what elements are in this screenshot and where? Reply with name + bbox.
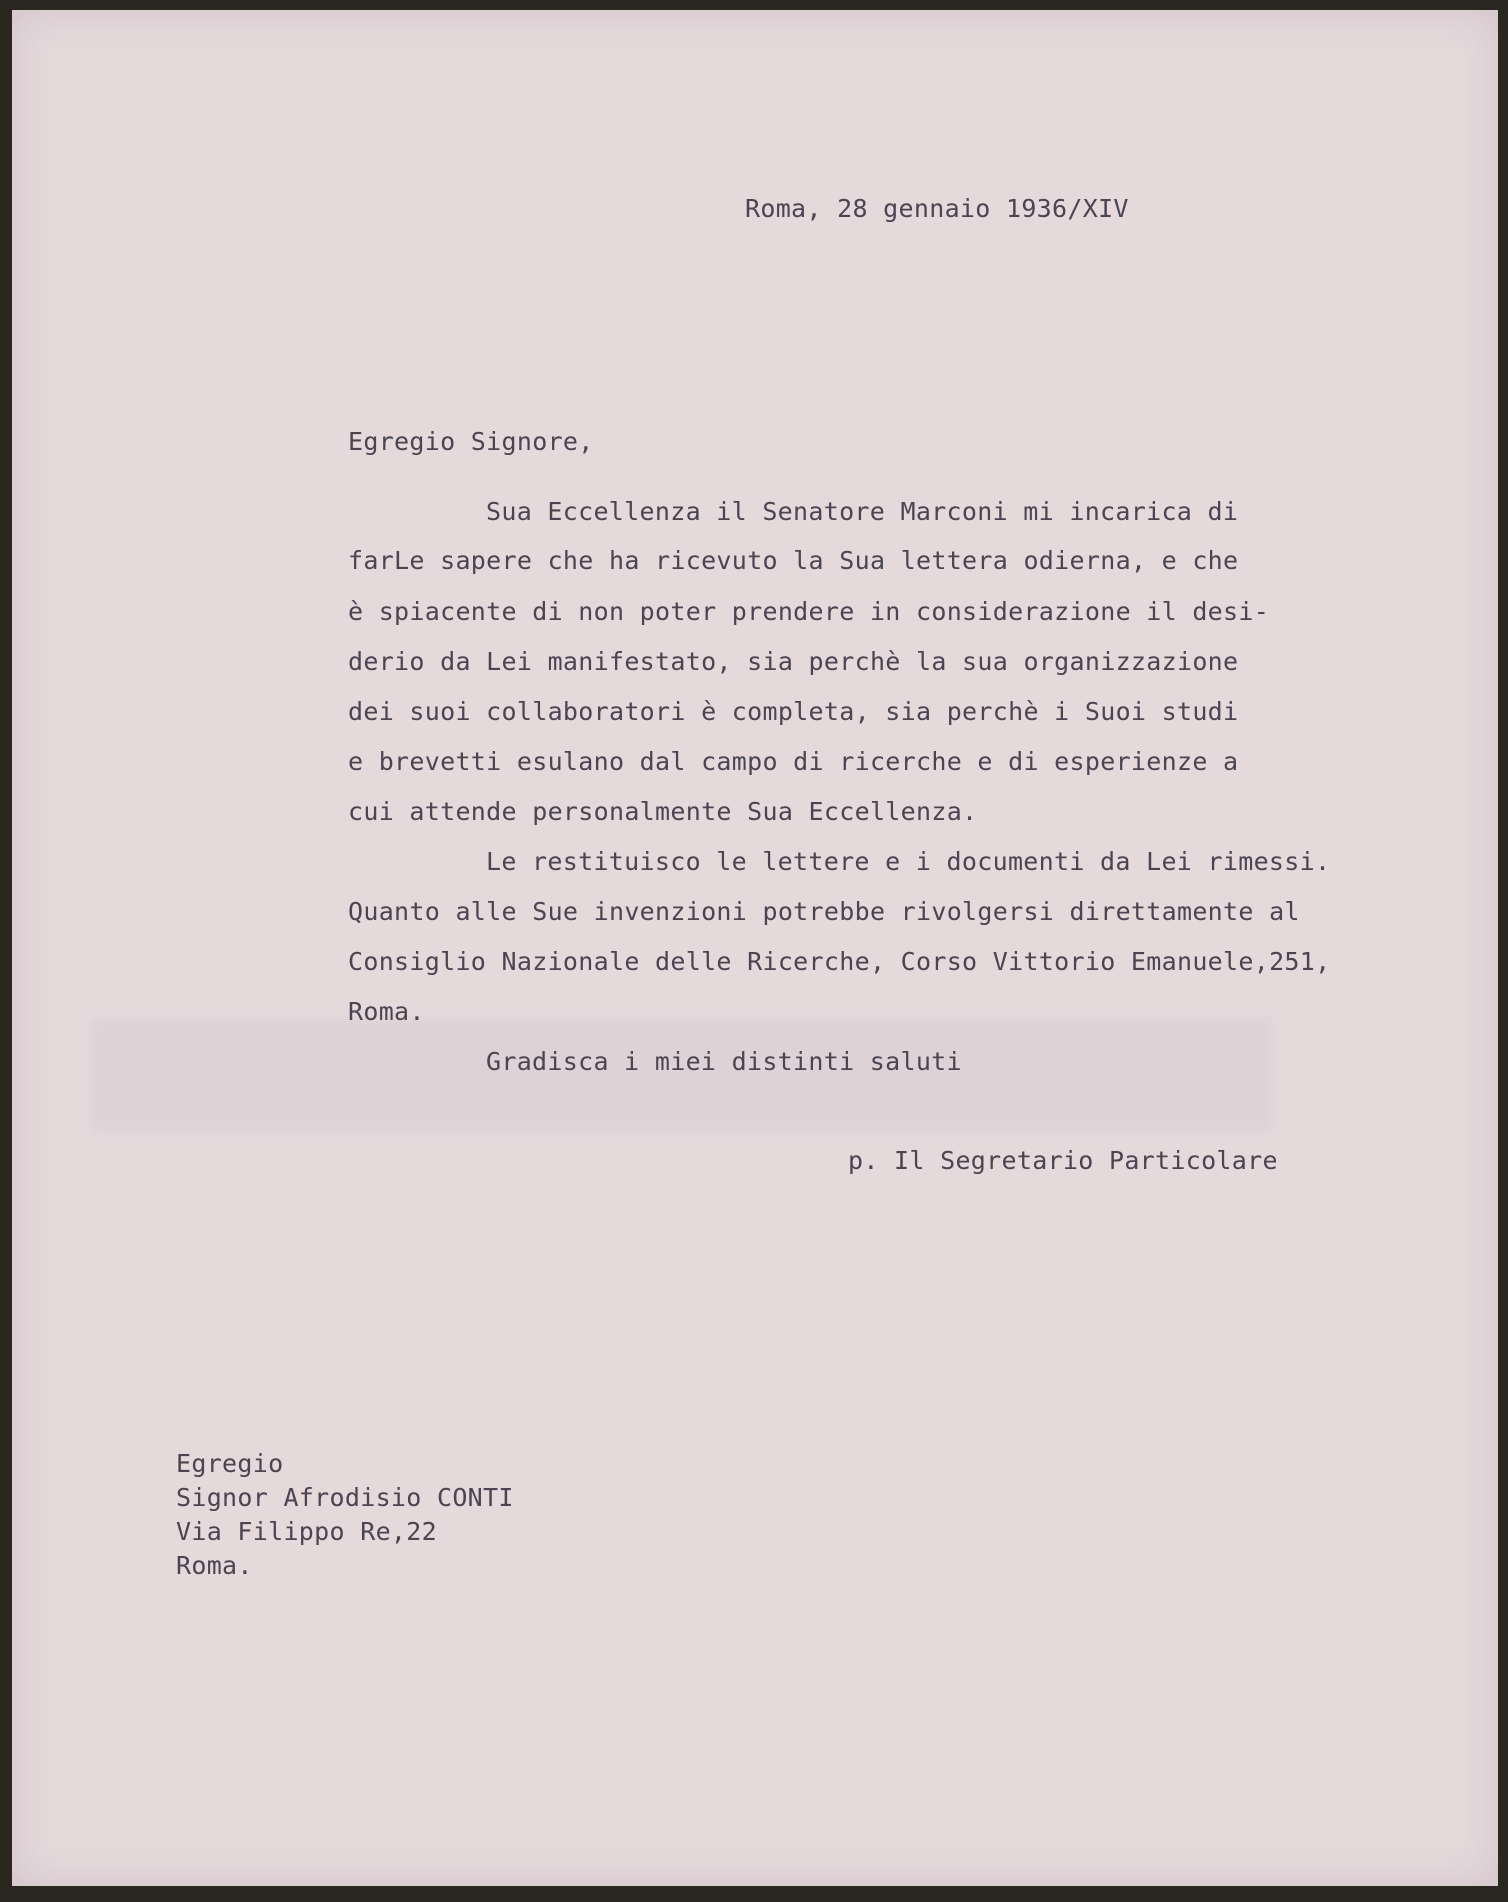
- closing-line: Gradisca i miei distinti saluti: [486, 1047, 962, 1076]
- address-line-2: Signor Afrodisio CONTI: [176, 1483, 514, 1512]
- body-line-2: farLe sapere che ha ricevuto la Sua lettera odierna, e che: [348, 546, 1239, 575]
- body-line-3: è spiacente di non poter prendere in considerazione il desi-: [348, 597, 1270, 626]
- letter-date: Roma, 28 gennaio 1936/XIV: [745, 194, 1129, 223]
- body-line-10: Consiglio Nazionale delle Ricerche, Corso Vittorio Emanuele,251,: [348, 947, 1331, 976]
- body-line-7: cui attende personalmente Sua Eccellenza.: [348, 797, 978, 826]
- address-line-1: Egregio: [176, 1449, 284, 1478]
- body-line-9: Quanto alle Sue invenzioni potrebbe rivolgersi direttamente al: [348, 897, 1300, 926]
- letter-salutation: Egregio Signore,: [348, 427, 594, 456]
- letter-page: [12, 10, 1498, 1886]
- body-line-11: Roma.: [348, 997, 425, 1026]
- body-line-8: Le restituisco le lettere e i documenti da Lei rimessi.: [486, 847, 1331, 876]
- address-line-4: Roma.: [176, 1551, 253, 1580]
- body-line-4: derio da Lei manifestato, sia perchè la sua organizzazione: [348, 647, 1239, 676]
- signature-line: p. Il Segretario Particolare: [848, 1146, 1278, 1175]
- body-line-5: dei suoi collaboratori è completa, sia perchè i Suoi studi: [348, 697, 1239, 726]
- body-line-1: Sua Eccellenza il Senatore Marconi mi incarica di: [486, 497, 1239, 526]
- body-line-6: e brevetti esulano dal campo di ricerche e di esperienze a: [348, 747, 1239, 776]
- address-line-3: Via Filippo Re,22: [176, 1517, 437, 1546]
